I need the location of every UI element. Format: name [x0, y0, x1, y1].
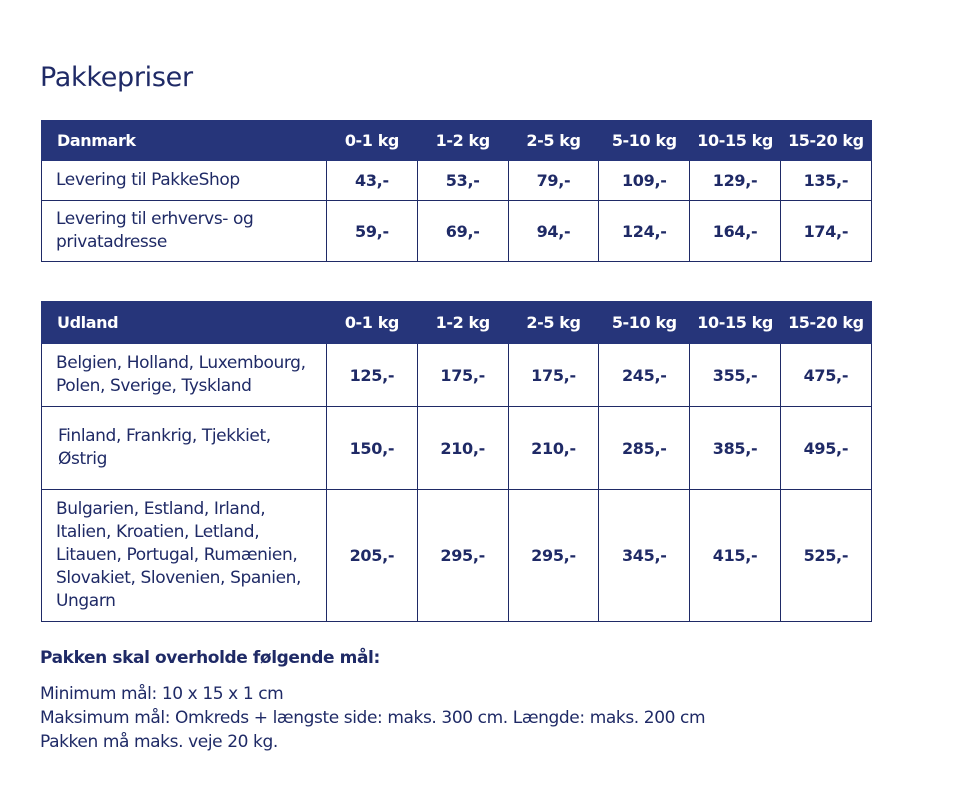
destination-cell — [42, 161, 327, 201]
table-header-row — [42, 302, 872, 344]
region-header: Danmark — [42, 121, 327, 161]
destination-line: Østrig — [58, 449, 108, 469]
table-row — [42, 344, 872, 407]
price-cell: 475,- — [780, 344, 871, 407]
destination-cell — [42, 490, 327, 622]
weight-column-header: 0-1 kg — [327, 302, 418, 344]
denmark-price-table — [41, 120, 872, 262]
weight-column-header: 10-15 kg — [690, 302, 781, 344]
price-cell: 175,- — [417, 344, 508, 407]
price-cell: 210,- — [417, 407, 508, 490]
abroad-price-table — [41, 301, 872, 622]
weight-column-header: 1-2 kg — [417, 302, 508, 344]
destination-line: privatadresse — [56, 232, 167, 252]
price-cell: 174,- — [780, 201, 871, 262]
price-cell: 125,- — [327, 344, 418, 407]
price-cell: 79,- — [508, 161, 599, 201]
destination-line: Belgien, Holland, Luxembourg, — [56, 353, 306, 373]
requirements-heading: Pakken skal overholde følgende mål: — [40, 648, 380, 668]
page-title: Pakkepriser — [40, 62, 193, 93]
table-header-row — [42, 121, 872, 161]
destination-line: Polen, Sverige, Tyskland — [56, 376, 252, 396]
requirement-line: Minimum mål: 10 x 15 x 1 cm — [40, 684, 284, 704]
weight-column-header: 5-10 kg — [599, 302, 690, 344]
requirement-line: Maksimum mål: Omkreds + længste side: maks. 300 cm. Længde: maks. 200 cm — [40, 708, 706, 728]
price-cell: 129,- — [690, 161, 781, 201]
region-header: Udland — [42, 302, 327, 344]
price-cell: 285,- — [599, 407, 690, 490]
price-cell: 345,- — [599, 490, 690, 622]
weight-column-header: 1-2 kg — [417, 121, 508, 161]
destination-line: Italien, Kroatien, Letland, — [56, 522, 260, 542]
destination-line: Bulgarien, Estland, Irland, — [56, 499, 266, 519]
price-cell: 295,- — [508, 490, 599, 622]
price-cell: 205,- — [327, 490, 418, 622]
price-cell: 415,- — [690, 490, 781, 622]
price-cell: 525,- — [780, 490, 871, 622]
price-cell: 94,- — [508, 201, 599, 262]
destination-line: Ungarn — [56, 591, 116, 611]
destination-line: Slovakiet, Slovenien, Spanien, — [56, 568, 302, 588]
price-cell: 385,- — [690, 407, 781, 490]
weight-column-header: 15-20 kg — [780, 302, 871, 344]
price-cell: 295,- — [417, 490, 508, 622]
price-cell: 245,- — [599, 344, 690, 407]
table-row — [42, 490, 872, 622]
weight-column-header: 2-5 kg — [508, 121, 599, 161]
price-cell: 43,- — [327, 161, 418, 201]
package-requirements — [40, 644, 705, 754]
price-cell: 175,- — [508, 344, 599, 407]
weight-column-header: 10-15 kg — [690, 121, 781, 161]
table-row — [42, 407, 872, 490]
requirements-list — [40, 682, 705, 754]
price-cell: 150,- — [327, 407, 418, 490]
weight-column-header: 5-10 kg — [599, 121, 690, 161]
table-row — [42, 161, 872, 201]
price-cell: 59,- — [327, 201, 418, 262]
weight-column-header: 15-20 kg — [780, 121, 871, 161]
destination-cell — [42, 201, 327, 262]
price-cell: 210,- — [508, 407, 599, 490]
price-cell: 495,- — [780, 407, 871, 490]
destination-line: Levering til erhvervs- og — [56, 209, 254, 229]
price-cell: 109,- — [599, 161, 690, 201]
destination-line: Litauen, Portugal, Rumænien, — [56, 545, 298, 565]
price-cell: 124,- — [599, 201, 690, 262]
destination-cell — [42, 344, 327, 407]
weight-column-header: 2-5 kg — [508, 302, 599, 344]
weight-column-header: 0-1 kg — [327, 121, 418, 161]
price-cell: 135,- — [780, 161, 871, 201]
destination-line: Levering til PakkeShop — [56, 170, 240, 190]
destination-line: Finland, Frankrig, Tjekkiet, — [58, 426, 271, 446]
table-row — [42, 201, 872, 262]
requirement-line: Pakken må maks. veje 20 kg. — [40, 732, 278, 752]
price-cell: 53,- — [417, 161, 508, 201]
price-cell: 164,- — [690, 201, 781, 262]
price-cell: 69,- — [417, 201, 508, 262]
destination-cell — [42, 407, 327, 490]
price-cell: 355,- — [690, 344, 781, 407]
